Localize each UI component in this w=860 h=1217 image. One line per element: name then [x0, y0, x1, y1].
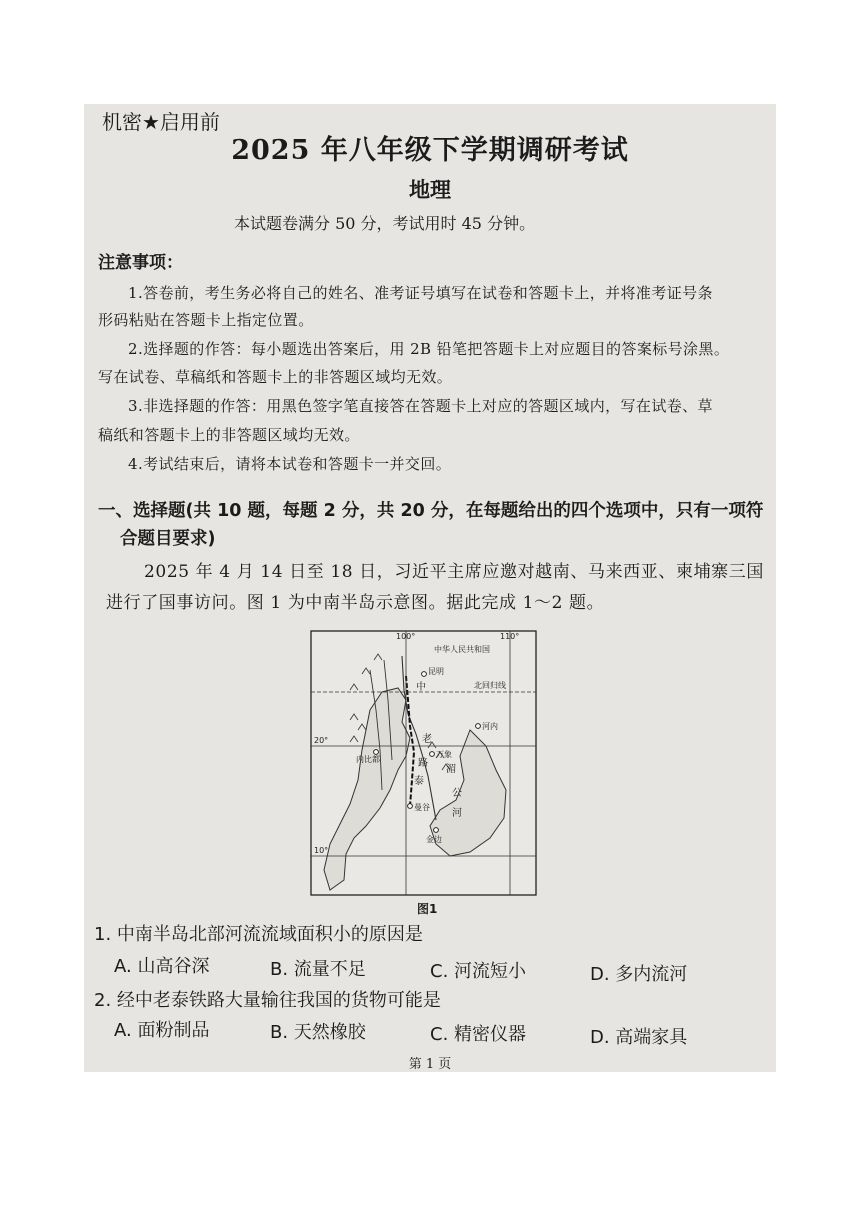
map-char-lao: 老 — [422, 734, 432, 745]
question-2-option-d: D. 高端家具 — [590, 1027, 688, 1048]
vientiane-marker — [430, 752, 435, 757]
question-2-option-b: B. 天然橡胶 — [270, 1022, 366, 1043]
hanoi-marker — [476, 724, 481, 729]
question-1-option-b: B. 流量不足 — [270, 959, 366, 980]
notice-line: 写在试卷、草稿纸和答题卡上的非答题区域均无效。 — [98, 368, 453, 386]
figure-caption: 图1 — [417, 902, 438, 916]
notice-line: 稿纸和答题卡上的非答题区域均无效。 — [98, 426, 360, 444]
section-heading-cont: 合题目要求) — [120, 529, 216, 549]
notice-heading: 注意事项： — [98, 253, 183, 273]
notice-line: 1.答卷前，考生务必将自己的姓名、准考证号填写在试卷和答题卡上，并将准考证号条 — [128, 284, 713, 302]
lat-20-label: 20° — [314, 736, 329, 745]
phnompenh-marker — [434, 828, 439, 833]
naypyidaw-label: 内比都 — [356, 755, 380, 764]
question-intro-cont: 进行了国事访问。图 1 为中南半岛示意图。据此完成 1～2 题。 — [106, 593, 605, 613]
question-2-option-c: C. 精密仪器 — [430, 1024, 527, 1045]
question-2-stem: 2. 经中老泰铁路大量输往我国的货物可能是 — [94, 990, 441, 1011]
bangkok-label: 曼谷 — [414, 803, 430, 812]
kunming-marker — [422, 672, 427, 677]
page-number: 第 1 页 — [408, 1057, 452, 1072]
question-1-option-a: A. 山高谷深 — [114, 956, 210, 977]
map-char-zhong: 中 — [416, 682, 426, 693]
question-1-stem: 1. 中南半岛北部河流流域面积小的原因是 — [94, 924, 423, 945]
map-char-tai: 泰 — [414, 776, 424, 787]
question-2-option-a: A. 面粉制品 — [114, 1020, 210, 1041]
vientiane-label: 万象 — [436, 750, 452, 759]
lon-110-label: 110° — [500, 632, 520, 641]
hanoi-label: 河内 — [482, 722, 498, 731]
score-time-line: 本试题卷满分 50 分，考试用时 45 分钟。 — [234, 214, 536, 233]
lat-10-label: 10° — [314, 846, 329, 855]
exam-page — [84, 104, 776, 1072]
phnompenh-label: 金边 — [426, 835, 442, 844]
notice-line: 2.选择题的作答：每小题选出答案后，用 2B 铅笔把答题卡上对应题目的答案标号涂黑。 — [128, 340, 730, 358]
section-heading: 一、选择题(共 10 题，每题 2 分，共 20 分，在每题给出的四个选项中，只有一项符 — [98, 501, 764, 521]
map-char-mei: 湄 — [446, 764, 456, 775]
map-char-he: 河 — [452, 808, 462, 819]
question-1-option-d: D. 多内流河 — [590, 964, 688, 985]
indochina-map — [310, 630, 537, 896]
lon-100-label: 100° — [396, 632, 416, 641]
notice-line: 形码粘贴在答题卡上指定位置。 — [98, 311, 314, 329]
china-label: 中华人民共和国 — [434, 645, 490, 654]
tropic-label: 北回归线 — [474, 681, 506, 690]
question-intro: 2025 年 4 月 14 日至 18 日，习近平主席应邀对越南、马来西亚、柬埔寨三国 — [144, 562, 764, 582]
bangkok-marker — [408, 804, 413, 809]
notice-line: 3.非选择题的作答：用黑色签字笔直接答在答题卡上对应的答题区域内，写在试卷、草 — [128, 397, 713, 415]
exam-title: 2025 年八年级下学期调研考试 — [231, 135, 629, 166]
notice-line: 4.考试结束后，请将本试卷和答题卡一并交回。 — [128, 455, 452, 473]
naypyidaw-marker — [374, 750, 379, 755]
map-char-gong: 公 — [452, 788, 462, 799]
confidential-mark: 机密★启用前 — [102, 110, 220, 134]
question-1-option-c: C. 河流短小 — [430, 961, 527, 982]
map-char-lu: 路 — [418, 758, 428, 769]
kunming-label: 昆明 — [428, 667, 444, 676]
subject-title: 地理 — [409, 178, 451, 202]
